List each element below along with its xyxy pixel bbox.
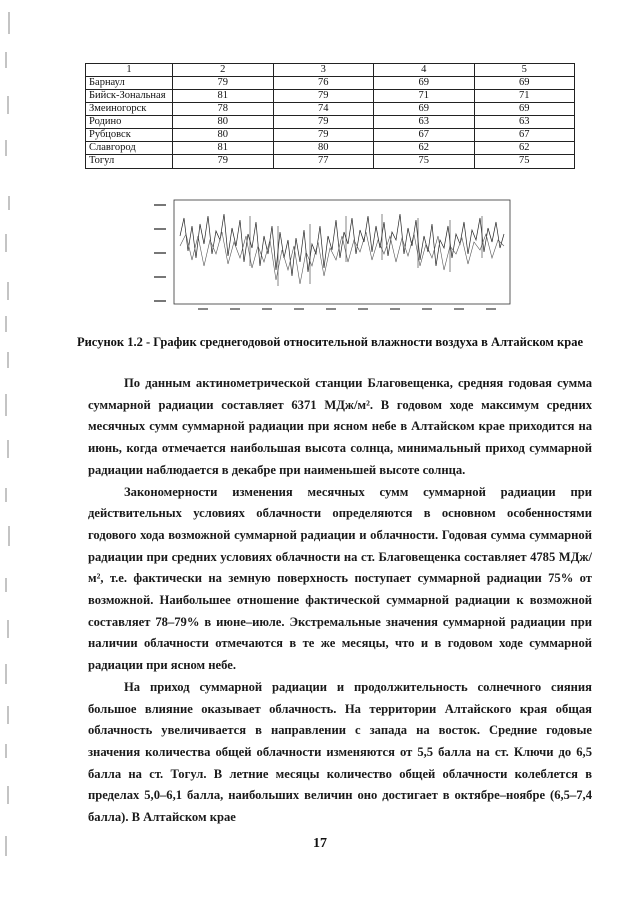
table-cell: 79 (173, 77, 274, 90)
station-name: Славгород (86, 142, 173, 155)
table-cell: 75 (474, 155, 575, 168)
table-cell: 71 (374, 90, 475, 103)
table-cell: 62 (474, 142, 575, 155)
table-header-cell: 3 (273, 64, 374, 77)
table-cell: 77 (273, 155, 374, 168)
table-cell: 63 (374, 116, 475, 129)
table-row (86, 90, 575, 103)
table-cell: 71 (474, 90, 575, 103)
table-cell: 69 (474, 77, 575, 90)
page-number: 17 (313, 836, 327, 851)
table-row (86, 77, 575, 90)
table-cell: 74 (273, 103, 374, 116)
humidity-graph-image (150, 196, 514, 314)
table-header-cell: 5 (474, 64, 575, 77)
table-header-cell: 1 (86, 64, 173, 77)
table-cell: 63 (474, 116, 575, 129)
table-cell: 62 (374, 142, 475, 155)
table-cell: 79 (273, 129, 374, 142)
station-name: Барнаул (86, 77, 173, 90)
station-name: Змеиногорск (86, 103, 173, 116)
table-cell: 76 (273, 77, 374, 90)
table-cell: 80 (173, 129, 274, 142)
paragraph: На приход суммарной радиации и продолжительность солнечного сияния большое влияние оказывает облачность. На территории Алтайского края общая облачность увеличивается в направлении с запада на восток. Средние годовые значения количества общей облачности изменяются от 5,5 балла на ст. Ключи до 6,5 балла на ст. Тогул. В летние месяцы количество общей облачности колеблется в пределах 5,0–6,1 балла, наибольших величин оно достигает в октябре–ноябре (6,5–7,4 балла). В Алтайском крае (88, 679, 592, 825)
table-row (86, 129, 575, 142)
body-text (88, 373, 592, 829)
table-cell: 69 (374, 103, 475, 116)
table-row (86, 155, 575, 168)
table-row (86, 103, 575, 116)
table-cell: 80 (173, 116, 274, 129)
table-cell: 81 (173, 142, 274, 155)
table-header-row (86, 64, 575, 77)
table-cell: 69 (474, 103, 575, 116)
humidity-table (85, 63, 575, 169)
table-header-cell: 4 (374, 64, 475, 77)
table-cell: 79 (273, 90, 374, 103)
table-cell: 67 (374, 129, 475, 142)
table-cell: 80 (273, 142, 374, 155)
station-name: Тогул (86, 155, 173, 168)
binding-marks (0, 0, 40, 905)
station-name: Рубцовск (86, 129, 173, 142)
table-cell: 75 (374, 155, 475, 168)
table-cell: 79 (273, 116, 374, 129)
paragraph: По данным актинометрической станции Благовещенка, средняя годовая сумма суммарной радиации составляет 6371 МДж/м². В годовом ходе максимум средних месячных сумм суммарной радиации при ясном небе в Алтайском крае приходится на июнь, когда отмечается наибольшая высота солнца, минимальный приход суммарной радиации наблюдается в декабре при наименьшей высоте солнца. (88, 376, 592, 477)
table-cell: 79 (173, 155, 274, 168)
table-cell: 67 (474, 129, 575, 142)
table-row (86, 116, 575, 129)
table-row (86, 142, 575, 155)
table-cell: 69 (374, 77, 475, 90)
table-header-cell: 2 (173, 64, 274, 77)
figure-caption: Рисунок 1.2 - График среднегодовой относительной влажности воздуха в Алтайском крае (76, 335, 584, 349)
paragraph: Закономерности изменения месячных сумм суммарной радиации при действительных условиях облачности определяются в основном особенностями годового хода возможной суммарной радиации и облачности. Годовая сумма суммарной радиации при средних условиях облачности на ст. Благовещенка составляет 4785 МДж/м², т.е. фактически на земную поверхность поступает суммарной радиации 75% от возможной. Наибольшее отношение фактической суммарной радиации к возможной составляет 78–79% в июне–июле. Экстремальные значения суммарной радиации при наличии облачности отмечаются в те же месяцы, что и в годовом ходе суммарной радиации при ясном небе. (88, 484, 592, 673)
table-cell: 81 (173, 90, 274, 103)
table-cell: 78 (173, 103, 274, 116)
station-name: Родино (86, 116, 173, 129)
station-name: Бийск-Зональная (86, 90, 173, 103)
